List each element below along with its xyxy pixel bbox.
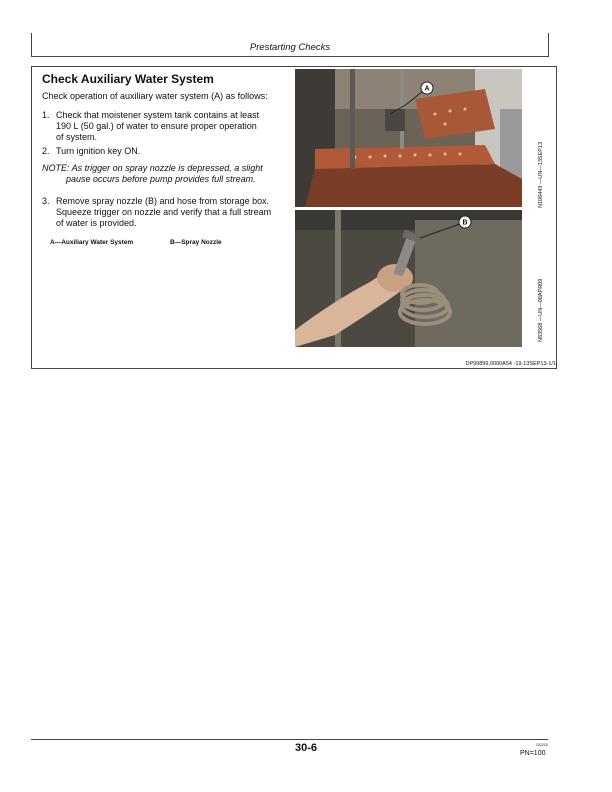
intro-text: Check operation of auxiliary water system (A) as follows: — [42, 91, 268, 101]
section-title: Check Auxiliary Water System — [42, 72, 214, 86]
header-title: Prestarting Checks — [249, 42, 331, 53]
step-line: Turn ignition key ON. — [56, 146, 141, 156]
note-line: NOTE: As trigger on spray nozzle is depressed, a slight — [42, 163, 263, 173]
photo-1-graphic — [295, 69, 522, 207]
step-number: 3. — [42, 196, 50, 206]
step-number: 2. — [42, 146, 50, 156]
footer-rule — [31, 739, 548, 740]
figure-2-id: N83568 —UN—08APR09 — [538, 278, 544, 342]
step-line: Squeeze trigger on nozzle and verify that a full stream — [56, 207, 272, 217]
header-box — [31, 33, 549, 57]
reference-code: DP99899,0000A54 -19-13SEP13-1/1 — [465, 361, 556, 367]
callout-a: A — [424, 85, 430, 93]
footer-small-code: 102215 — [536, 743, 548, 747]
note-text — [42, 163, 287, 185]
photo-2-graphic — [295, 210, 522, 347]
pn-label: PN=100 — [520, 750, 546, 757]
note-line: pause occurs before pump provides full stream. — [66, 174, 256, 184]
photo-auxiliary-water-system — [295, 69, 522, 207]
page-number: 30-6 — [294, 742, 318, 754]
figure-1-id: N106443 —UN—13SEP13 — [538, 141, 544, 208]
step-line: of system. — [56, 132, 98, 142]
step-line: Remove spray nozzle (B) and hose from storage box. — [56, 196, 270, 206]
step-number: 1. — [42, 110, 50, 120]
legend-b: B—Spray Nozzle — [170, 239, 222, 246]
photo-spray-nozzle — [295, 210, 522, 347]
step-line: 190 L (50 gal.) of water to ensure proper operation — [56, 121, 257, 131]
step-2 — [42, 146, 287, 157]
step-3 — [42, 196, 287, 229]
step-line: Check that moistener system tank contains at least — [56, 110, 260, 120]
callout-b: B — [462, 219, 468, 227]
step-1 — [42, 110, 287, 143]
step-line: of water is provided. — [56, 218, 137, 228]
legend-a: A—Auxiliary Water System — [50, 239, 134, 246]
